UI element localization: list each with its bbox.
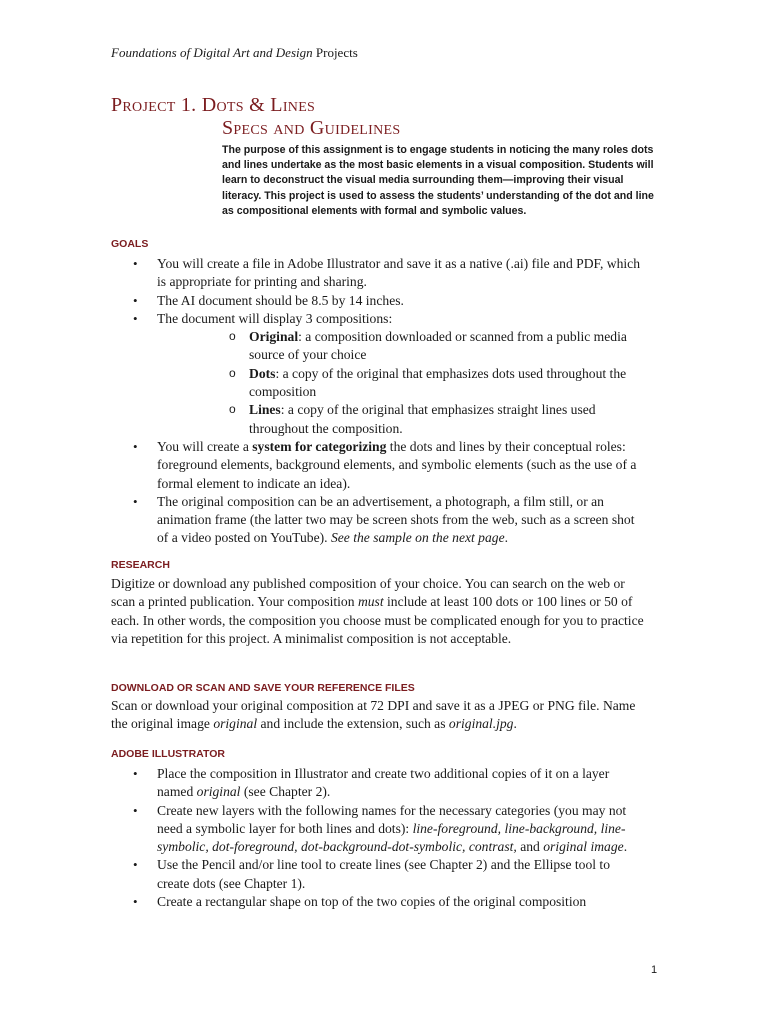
sub-list-item [157, 365, 641, 402]
list-item [111, 292, 641, 310]
research-heading: RESEARCH [111, 559, 170, 571]
list-item-text: Place the composition in Illustrator and create two additional copies of it on a layer named [157, 766, 610, 800]
list-item [111, 856, 641, 893]
list-item-text: Create new layers with the following names for the necessary categories (you may not need a symbolic layer for both lines and dots): [157, 802, 627, 836]
list-item-text: . [623, 839, 628, 855]
emphasis-text: original [213, 716, 258, 732]
sample-reference: See the sample on the next page [330, 530, 505, 546]
list-item-text: and [516, 839, 544, 855]
research-paragraph [111, 575, 651, 648]
paragraph-text: and include the extension, such as [257, 716, 449, 732]
illustrator-heading: ADOBE ILLUSTRATOR [111, 748, 225, 760]
running-header [111, 45, 358, 61]
list-item [111, 310, 641, 438]
goals-list [111, 255, 641, 548]
list-item [111, 255, 641, 292]
download-paragraph [111, 697, 651, 734]
list-item-text: You will create a [157, 438, 253, 454]
term-definition: : a copy of the original that emphasizes dots used throughout the composition [249, 365, 627, 400]
sub-list-item [157, 328, 641, 365]
term-dots: Dots [249, 365, 276, 381]
emphasis-text: original [196, 784, 241, 800]
emphasis-text: system for categorizing [252, 438, 387, 454]
layer-names: original image [543, 839, 624, 855]
term-definition: : a composition downloaded or scanned from a public media source of your choice [249, 329, 627, 363]
list-item [111, 893, 641, 911]
project-title: Project 1. Dots & Lines [111, 94, 316, 116]
paragraph-text: Digitize or download any published composition of your choice. You can search on the web or scan a printed publication. Your composition [111, 576, 625, 610]
list-item-text: (see Chapter 2). [240, 784, 331, 800]
term-definition: : a copy of the original that emphasizes straight lines used throughout the composition. [249, 402, 596, 436]
sub-list-item [157, 401, 641, 438]
layer-names: line-foreground, line-background, line-symbolic, dot-foreground, dot-background-dot-symbolic, contrast, [157, 820, 626, 855]
emphasis-text: must [357, 594, 384, 610]
project-subtitle: Specs and Guidelines [222, 117, 401, 139]
list-item [111, 438, 641, 493]
list-item-text: The AI document should be 8.5 by 14 inches. [157, 292, 404, 308]
list-item [111, 765, 641, 802]
download-heading: DOWNLOAD OR SCAN AND SAVE YOUR REFERENCE FILES [111, 682, 415, 694]
course-title: Foundations of Digital Art and Design [111, 45, 313, 60]
course-suffix: Projects [312, 45, 358, 60]
term-lines: Lines [249, 402, 281, 418]
list-item-text: You will create a file in Adobe Illustrator and save it as a native (.ai) file and PDF, which is appropriate for printing and sharing. [157, 256, 641, 290]
list-item-text: The document will display 3 compositions: [157, 310, 393, 326]
list-item-text: The original composition can be an advertisement, a photograph, a film still, or an animation frame (the latter two may be screen shots from the web, such as a screen shot of a video posted on YouTube). [157, 493, 635, 546]
list-item-text: Use the Pencil and/or line tool to create lines (see Chapter 2) and the Ellipse tool to create dots (see Chapter 1). [157, 857, 610, 891]
paragraph-text: . [513, 716, 517, 732]
list-item [111, 493, 641, 548]
filename-text: original.jpg [448, 716, 514, 732]
intro-paragraph: The purpose of this assignment is to engage students in noticing the many roles dots and lines undertake as the most basic elements in a visual composition. Students will learn to deconstruct the visual media surrounding them—improving their visual literacy. This project is used to assess the students’ understanding of the dot and line as compositional elements with formal and symbolic values. [222, 144, 654, 217]
list-item [111, 802, 641, 857]
illustrator-list [111, 765, 641, 911]
paragraph-text: include at least 100 dots or 100 lines or 50 of each. In other words, the composition you choose must be complicated enough for you to practice via repetition for this project. A minimalist composition is not acceptable. [111, 594, 644, 646]
term-original: Original [249, 329, 299, 345]
list-item-text: the dots and lines by their conceptual roles: foreground elements, background elements, and symbolic elements (such as the use of a formal element to indicate an idea). [157, 438, 637, 491]
page-number: 1 [651, 964, 658, 976]
paragraph-text: Scan or download your original composition at 72 DPI and save it as a JPEG or PNG file. Name the original image [111, 698, 636, 732]
goals-heading: GOALS [111, 238, 149, 250]
compositions-sublist [157, 328, 641, 438]
list-item-text: . [504, 530, 509, 546]
list-item-text: Create a rectangular shape on top of the two copies of the original composition [157, 894, 587, 910]
